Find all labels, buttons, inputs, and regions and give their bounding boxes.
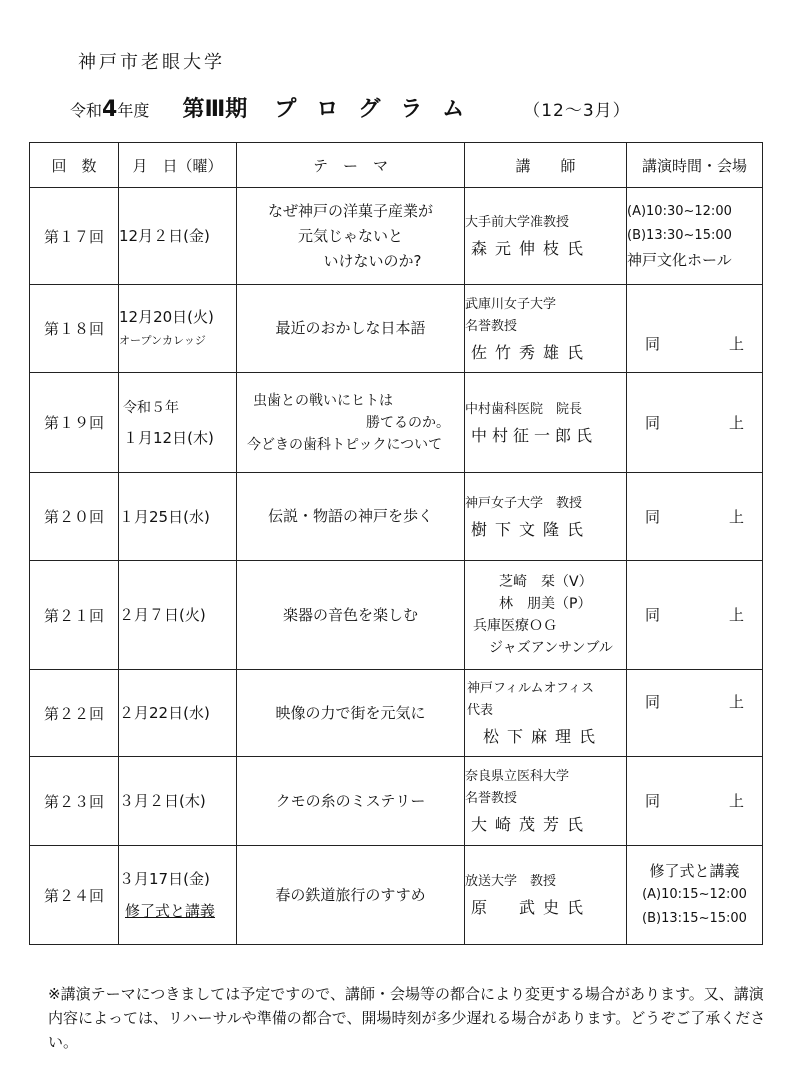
lecturer: 大手前大学准教授 森元伸枝氏 [465, 188, 627, 285]
lecturer: 神戸女子大学 教授 樹下文隆氏 [465, 473, 627, 561]
session-number: 第１８回 [30, 285, 119, 373]
table-row [30, 757, 763, 846]
session-date: ３月17日(金) 修了式と講義 [119, 846, 237, 945]
lecturer-name: 佐竹秀雄氏 [471, 342, 592, 362]
lecturer: 奈良県立医科大学 名誉教授 大崎茂芳氏 [465, 757, 627, 846]
lecturer: 神戸フィルムオフィス 代表 松下麻理氏 [465, 670, 627, 757]
session-date: 令和５年 １月12日(木) [119, 373, 237, 473]
session-number: 第１７回 [30, 188, 119, 285]
table-header-row [30, 143, 763, 188]
lecturer: 放送大学 教授 原 武史氏 [465, 846, 627, 945]
lecturer-name: 原 武史氏 [471, 898, 592, 917]
session-venue: 同 上 [627, 561, 763, 670]
session-theme: 春の鉄道旅行のすすめ [237, 846, 465, 945]
term-label: 第Ⅲ期 [182, 97, 248, 122]
session-number: 第２０回 [30, 473, 119, 561]
session-theme: クモの糸のミステリー [237, 757, 465, 846]
table-row [30, 846, 763, 945]
program-label: プログラム [274, 97, 485, 122]
header-date: 月 日（曜） [119, 143, 237, 188]
session-number: 第２２回 [30, 670, 119, 757]
session-date: ２月22日(水) [119, 670, 237, 757]
session-number: 第２１回 [30, 561, 119, 670]
era-year: 4 [102, 97, 118, 122]
session-date: ３月２日(木) [119, 757, 237, 846]
session-theme: 虫歯との戦いにヒトは 勝てるのか。 今どきの歯科トピックについて [237, 373, 465, 473]
session-number: 第１９回 [30, 373, 119, 473]
session-venue: (A)10:30~12:00 (B)13:30~15:00 神戸文化ホール [627, 188, 763, 285]
lecturer-name: 樹下文隆氏 [471, 519, 592, 539]
session-venue: 同 上 [627, 757, 763, 846]
lecturer-name: 中村征一郎氏 [471, 425, 598, 445]
table-row [30, 561, 763, 670]
session-venue: 同 上 [627, 285, 763, 373]
lecturer: 中村歯科医院 院長 中村征一郎氏 [465, 373, 627, 473]
footnote: ※講演テーマにつきましては予定ですので、講師・会場等の都合により変更する場合があります。又、講演内容によっては、リハーサルや準備の都合で、開場時刻が多少遅れる場合があります。どうぞご了承ください。 [48, 985, 766, 1051]
session-date: 12月20日(火) オープンカレッジ [119, 285, 237, 373]
session-date: １月25日(水) [119, 473, 237, 561]
lecturer: 芝崎 栞（V） 林 朋美（P） 兵庫医療ＯＧ ジャズアンサンブル [465, 561, 627, 670]
header-lecturer: 講 師 [465, 143, 627, 188]
session-theme: 映像の力で街を元気に [237, 670, 465, 757]
session-date: 12月２日(金) [119, 188, 237, 285]
fiscal-year [70, 97, 150, 122]
session-venue: 同 上 [627, 670, 763, 757]
session-venue: 同 上 [627, 373, 763, 473]
era-suffix: 年度 [117, 101, 150, 120]
table-row [30, 473, 763, 561]
session-venue: 同 上 [627, 473, 763, 561]
session-theme: 楽器の音色を楽しむ [237, 561, 465, 670]
session-venue: 修了式と講義 (A)10:15~12:00 (B)13:15~15:00 [627, 846, 763, 945]
era-prefix: 令和 [70, 101, 103, 120]
header-venue: 講演時間・会場 [627, 143, 763, 188]
program-title [70, 92, 631, 123]
lecturer-name: 大崎茂芳氏 [471, 815, 592, 834]
program-table [29, 142, 763, 945]
lecturer: 武庫川女子大学 名誉教授 佐竹秀雄氏 [465, 285, 627, 373]
session-date: ２月７日(火) [119, 561, 237, 670]
months-range: （12～3月） [523, 101, 631, 121]
session-number: 第２４回 [30, 846, 119, 945]
lecturer-name: 松下麻理氏 [483, 727, 604, 746]
session-theme: 伝説・物語の神戸を歩く [237, 473, 465, 561]
session-number: 第２３回 [30, 757, 119, 846]
table-row [30, 188, 763, 285]
table-row [30, 373, 763, 473]
session-theme: なぜ神戸の洋菓子産業が 元気じゃないと いけないのか? [237, 188, 465, 285]
session-theme: 最近のおかしな日本語 [237, 285, 465, 373]
table-row [30, 285, 763, 373]
table-row [30, 670, 763, 757]
header-theme: テ ー マ [237, 143, 465, 188]
header-number: 回 数 [30, 143, 119, 188]
lecturer-name: 森元伸枝氏 [471, 239, 592, 258]
organization-name: 神戸市老眼大学 [78, 52, 225, 73]
